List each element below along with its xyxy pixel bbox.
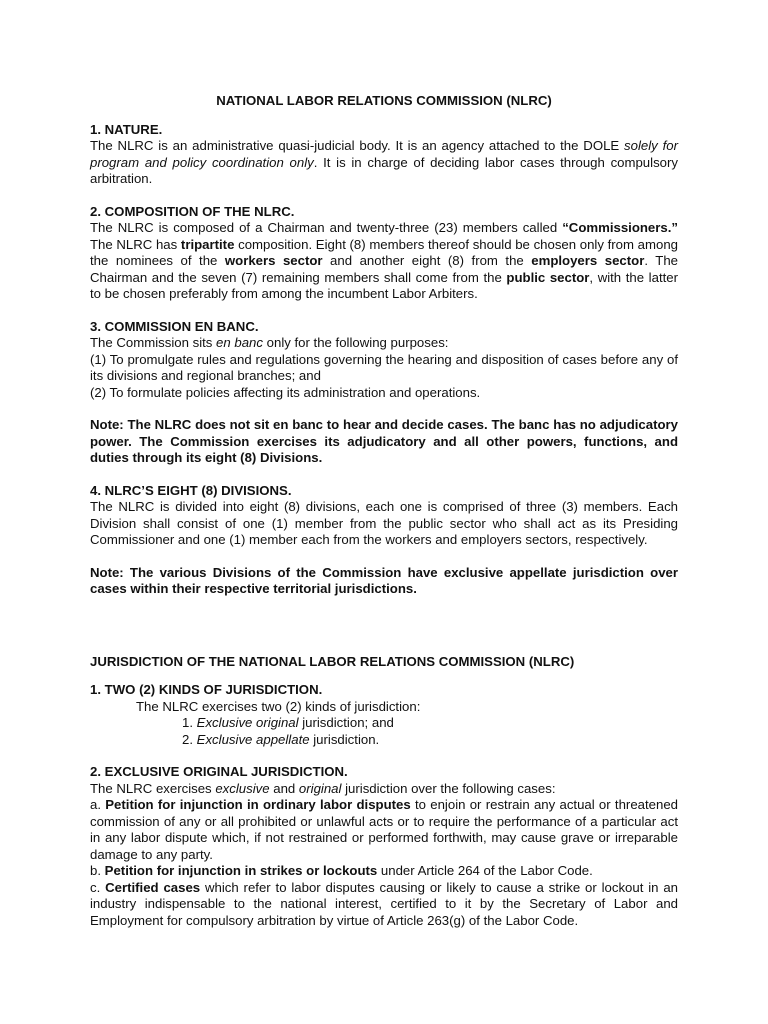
- section-nature: [90, 122, 678, 188]
- section-paragraph: The NLRC is composed of a Chairman and twenty-three (23) members called “Commissioners.” The NLRC has tripartite composition. Eight (8) members thereof should be chosen only from among the nominees of the workers sector and another eight (8) from the employers sector. The Chairman and the seven (7) remaining members shall come from the public sector, with the latter to be chosen preferably from among the incumbent Labor Arbiters.: [90, 220, 679, 301]
- section-heading: 2. EXCLUSIVE ORIGINAL JURISDICTION.: [90, 764, 348, 779]
- list-item: (2) To formulate policies affecting its administration and operations.: [90, 384, 481, 400]
- section-composition: [90, 204, 678, 303]
- section-kinds-of-jurisdiction: [90, 682, 678, 748]
- section-paragraph: The Commission sits en banc only for the following purposes:: [90, 335, 449, 350]
- document-body: [90, 93, 678, 929]
- note-paragraph: Note: The various Divisions of the Commission have exclusive appellate jurisdiction over cases within their respective territorial jurisdictions.: [90, 564, 678, 596]
- section-paragraph: The NLRC is an administrative quasi-judicial body. It is an agency attached to the DOLE solely for program and policy coordination only. It is in charge of deciding labor cases through compulsory arbitration.: [90, 138, 678, 186]
- section-paragraph: The NLRC is divided into eight (8) divisions, each one is comprised of three (3) members. Each Division shall consist of one (1) member from the public sector who shall act as its Presiding Commissioner and one (1) member each from the workers and employers sectors, respectively.: [90, 499, 678, 547]
- list-item: b. Petition for injunction in strikes or lockouts under Article 264 of the Labor Code.: [90, 863, 593, 878]
- list-item: a. Petition for injunction in ordinary labor disputes to enjoin or restrain any actual or threatened commission of any or all prohibited or unlawful acts or to require the performance of a particular act in any labor dispute which, if not restrained or performed forthwith, may cause grave or irreparable damage to any party.: [90, 797, 678, 862]
- section-heading: 1. TWO (2) KINDS OF JURISDICTION.: [90, 682, 323, 697]
- section-exclusive-original: [90, 764, 678, 929]
- section-heading: 2. COMPOSITION OF THE NLRC.: [90, 203, 295, 219]
- document-title: NATIONAL LABOR RELATIONS COMMISSION (NLRC): [216, 93, 552, 108]
- section-divisions: [90, 483, 678, 549]
- section-heading: 4. NLRC’S EIGHT (8) DIVISIONS.: [90, 482, 292, 498]
- list-item: c. Certified cases which refer to labor disputes causing or likely to cause a strike or lockout in an industry indispensable to the national interest, certified to it by the Secretary of Labor and Employment for compulsory arbitration by virtue of Article 263(g) of the Labor Code.: [90, 879, 679, 928]
- jurisdiction-title: JURISDICTION OF THE NATIONAL LABOR RELATIONS COMMISSION (NLRC): [90, 653, 575, 669]
- section-heading: 3. COMMISSION EN BANC.: [90, 318, 259, 334]
- section-en-banc: [90, 319, 678, 402]
- section-paragraph: The NLRC exercises exclusive and original jurisdiction over the following cases:: [90, 780, 556, 796]
- section-paragraph: The NLRC exercises two (2) kinds of jurisdiction:: [136, 698, 421, 714]
- list-item: (1) To promulgate rules and regulations governing the hearing and disposition of cases before any of its divisions and regional branches; and: [90, 351, 678, 383]
- note-paragraph: Note: The NLRC does not sit en banc to hear and decide cases. The banc has no adjudicatory power. The Commission exercises its adjudicatory and all other powers, functions, and duties through its eight (8) Divisions.: [90, 417, 678, 465]
- list-item: 1. Exclusive original jurisdiction; and: [182, 715, 394, 730]
- list-item: 2. Exclusive appellate jurisdiction.: [182, 731, 380, 747]
- section-heading: 1. NATURE.: [90, 121, 163, 137]
